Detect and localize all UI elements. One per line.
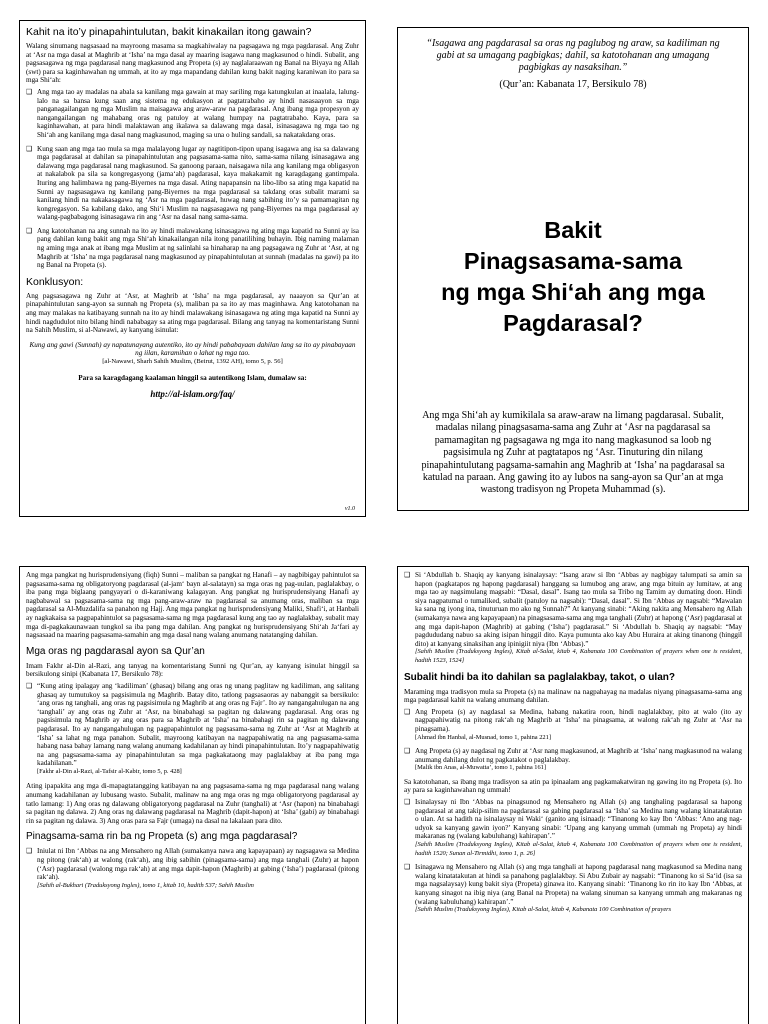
list-item-reference: [Sahih al-Bukhari (Traduksyong Ingles), tomo 1, kitab 10, hadith 537; Sahih Muslim <box>37 881 254 889</box>
list-item-text: Ang mga tao ay madalas na abala sa kanilang mga gawain at may sariling mga katungkulan at inaalala, lalung-lalo na sa bansa kung saan ang sistema ng edukasyon at pagtatrabaho ay hindi nasasaayon sa mga panganagailangan ng mga Muslim na maisagawa ang araw-araw na pagdarasal. Ang ibang mga propesyon ay nangangailangan ng mahabang oras ng patuloy at walang humpay na pagtatrabaho. Kaya, para sa kaginhawahan, at para hindi malaktawan ang ikalawa sa dalawang mga dasal, isinasagawa ng mga tao ng Shi‘ah ang kanilang mga dasal nang magkasunod, maging sa una o huling sandali, sa nakatakdang oras. <box>37 87 359 139</box>
quran-quote: “Isagawa ang pagdarasal sa oras ng paglubog ng araw, sa kadiliman ng gabi at sa umagang pagbigkas; dahil, sa katotohanan ang umagang pagbigkas ay nasaksihan.” <box>426 38 720 73</box>
cover-title <box>398 215 748 339</box>
list-item <box>404 747 742 773</box>
list-item-text: Kung saan ang mga tao mula sa mga malalayong lugar ay nagtitipon-tipon upang isagawa ang isa sa dalawang mga pagdarasal at dahilan sa pinapahintulutan ang pagsasama-sama nito, sama-sama nilang isinasagawa ang dalawang mga pagdarasal nang magkasunod. Sa ganoong paraan, naisagawa nila ang kanilang mga obligasyon at nakalabok pa sila sa kongregasyong (jama‘ah) pagdarasal, kaya makakamit ng karagdagang gantimpala. Ituring ang halimbawa ng pang-Biyernes na mga dasal. Ating napapansin na libo-libo sa ating mga kapatid na Sunni ay nagsasagawa ng kanilang pang-Biyernes na mga pagdarasal sa takdang oras subalit marami sa kanilang hindi na nakakasagawa ng ‘Asr na mga pagdarasal, huwag nang sabihing ito’y sa pamamagitan ng kongregasyon. Sa kabilang dako, ang Shi‘i Muslim na nagsasagawa ng pang-Biyernes na mga pagdarasal ay walang-pagbabagong isinasagawa rin ang ‘Asr na dasal nang sama-sama. <box>37 144 359 222</box>
section-heading: Subalit hindi ba ito dahilan sa paglalakbay, takot, o ulan? <box>404 671 675 683</box>
paragraph: Ating ipapakita ang mga di-mapagtatangging katibayan na ang pagsasama-sama ng mga pagdarasal nang walang anumang kadahilanan ay lubusang wasto. Subalit, malinaw na ang mga oras ng mga obligatoryong pagdarasal ay tatlo lamang: 1) Ang oras ng dalawang obligatoryong pagdarasal na Zuhr (tanghali) at ‘Asr (hapon) na binabahagi sa pagitan ng dalawa. 2) Ang oras ng dalawang pagdarasal na Maghrib (dapit-hapon) at ‘Isha’ (gabi) ay binabahagi rin sa pagitan ng dalawa. 3) Ang oras para sa Fajr (umaga) na dasal na lakalaan para dito. <box>26 782 359 825</box>
razi-reference: [Fakhr al-Din al-Razi, al-Tafsir al-Kabir, tomo 5, p. 428] <box>37 767 182 775</box>
section-heading: Kahit na ito’y pinapahintulutan, bakit kinakailan itong gawain? <box>26 26 312 38</box>
nawawi-reference: [al-Nawawi, Sharh Sahih Muslim, (Beirut, 1392 AH), tomo 5, p. 56] <box>102 358 283 365</box>
list-item <box>404 708 742 742</box>
checkbox-bullet-icon: ❑ <box>26 144 33 153</box>
list-item-reference: [Ahmad ibn Hanbal, al-Musnad, tomo 1, pahina 221] <box>415 733 551 741</box>
paragraph: Imam Fakhr al-Din al-Razi, ang tanyag na komentaristang Sunni ng Qur’an, ay kanyang isinulat hinggil sa bersikulong sinipi (Kabanata 17, Bersikulo 78): <box>26 661 359 679</box>
list-item <box>404 571 742 666</box>
list-item-text: Ang katotohanan na ang sunnah na ito ay hindi malawakang isinasagawa ng ating mga kapatid na Sunni ay isa pang dahilan kung bakit ang mga Shi‘ah kinakailangan nila itong panatilihing buhayin. Ibig naming malaman ng aming mga anak at ibang mga Muslim at ng salinlahi sa hinaharap na ang pagsagawa ng Zuhr at ‘Asr, at ng Maghrib at ‘Isha’ na mga pagdarasal nang magkasunod ay pinapahintulutan at sunnah (madalas na gawi) pa ito ng Banal na Propeta (s). <box>37 226 359 270</box>
list-item <box>26 847 359 890</box>
list-item-text <box>415 747 742 773</box>
list-item-text <box>37 847 359 890</box>
paragraph: Walang sinumang nagsasaad na mayroong masama sa magkahiwalay na pagsagawa ng mga pagdarasal. Ang Zuhr at ‘Asr na mga dasal at Maghrib at ‘Isha’ na mga dasal ay maaring isagawa nang magkasunod o hindi. Subalit, ang pagsasagawa ng mga pagdarasal nang magkasunod ang Propeta (s) ay naglalaraawan ng Banal na Biyaya ng Allah (swt) para sa kaginhawahan ng ummah, at ito ay mga mapandang dahilan kung bakit naging karaniwan ito para sa mga Shi‘ah: <box>26 42 359 85</box>
checkbox-bullet-icon: ❑ <box>26 226 33 235</box>
list-item <box>404 863 742 915</box>
list-item <box>26 88 359 140</box>
checkbox-bullet-icon: ❑ <box>26 681 33 690</box>
section-heading: Pinagsama-sama rin ba ng Propeta (s) ang mga pagdarasal? <box>26 831 298 843</box>
panel-why-necessary <box>19 20 366 517</box>
checkbox-bullet-icon: ❑ <box>404 571 411 579</box>
razi-quote: “Kung ating ipalagay ang ‘kadiliman’ (ghasaq) bilang ang oras ng unang paglitaw ng kadiliman, ang salitang ghasaq ay tumutukoy sa pagsisimula ng Maghrib. Batay dito, tatlong pagsasaoras ay nabanggit sa bersikulo: ‘ang oras ng tanghali, ang oras ng pagsisimula ng Maghrib at ang oras ng Fajr’. Ito ay nangangahulugan na ang ‘tanghali’ ay ang oras ng Zuhr at ‘Asr, na binabahagi sa pagitan ng dalawang pagdarasal. Ang oras ng pagsisimula ng Maghrib ay ang oras para sa Maghrib at ‘Isha’ na binabahagi rin sa pagitan ng dalawang pagdarasal. Ito ay nangangahulugan ng pagpapahintulot ng pagsasama-sama ng Zuhr at ‘Asr at Maghrib at ‘Isha’ sa lahat ng mga panahon. Subalit, mayroong katibayan na nagpapahiwatig na ang pagsasama-sama habang nasa bahay lamang nang walang anumang kadahilanan ay hindi pinapahintulutan. Ito’y nagpapahiwatig na ang pagsasama-sama ay pinapahintulutan sa mga pagkakataong may paglalakbay at iba pang mga kadahilanan.” <box>37 681 359 768</box>
checkbox-bullet-icon: ❑ <box>404 707 411 716</box>
checkbox-bullet-icon: ❑ <box>26 847 33 856</box>
list-item-body: Ang Propeta (s) ay nagdasal sa Medina, habang nakatira roon, hindi naglalakbay, pito at walo (ito ay nagpapahiwatig na pitong rak‘ah ng Maghrib at ‘Isha’ na pinagsama, at walong rak‘ah ng Zuhr at ‘Asr na pinagsama). <box>415 707 742 733</box>
list-item-text <box>415 798 742 858</box>
title-line: Bakit <box>544 217 602 243</box>
list-item-reference: [Sahih Muslim (Traduksyong Ingles), Kitab al-Salat, kitab 4, Kabanata 100 Combination of prayers when one is resident, hadith 1520; Sunan al-Tirmidhi, tomo 1, p. 26] <box>415 841 742 857</box>
list-item-reference: [Malik ibn Anas, al-Muwatta’, tomo 1, pahina 161] <box>415 764 546 772</box>
nawawi-quote: Kung ang gawi (Sunnah) ay napatunayang autentiko, ito ay hindi pababayaan dahilan lang sa ito ay pinabayaan ng iilan, karamihan o lahat ng mga tao. <box>29 340 356 358</box>
title-line: Pagdarasal? <box>503 310 643 336</box>
checkbox-bullet-icon: ❑ <box>404 863 411 872</box>
list-item-body: Isinagawa ng Mensahero ng Allah (s) ang mga tanghali at hapong pagdarasal nang magkasunod sa Medina nang walang kinatatakutan at hindi sa panahong paglalakbay. Si Abu Zubair ay nagsabi: “Tinanong ko si Sa‘id (isa sa mga nagsalaysay) kung bakit siya (Propeta) ginawa ito. Kanyang sinabi: ‘Tinanong ko rin ito kay Ibn ‘Abbas, at kanyang sinagot na ibig niya (ang Banal na Propeta) na walang sinuman sa kanyang ummah ang makaranas ng (walang kabuluhang) kahirapan’.” <box>415 863 742 906</box>
list-item-reference: [Sahih Muslim (Traduksyong Ingles), Kitab al-Salat, kitab 4, Kabanata 100 Combination of prayers when one is resident, hadith 1523, 1524] <box>415 648 742 664</box>
version-label: v1.0 <box>344 506 355 512</box>
checkbox-bullet-icon: ❑ <box>404 798 411 807</box>
list-item <box>404 798 742 858</box>
list-item <box>26 682 359 777</box>
paragraph: Ang mga pangkat ng hurisprudensiyang (fiqh) Sunni – maliban sa pangkat ng Hanafi – ay nagbibigay pahintulot sa pagsasama-sama ng obligatoryong pagdarasal (al-jam‘ bayn al-salatayn) sa mga oras ng pag-uulan, paglalakbay, o iba pang mga biglaang pangyayari o di-karaniwang kalagayan. Ang pangkat ng hurisprudensiyang Hanafi ay nagbabawal sa pagsasama-sama ng mga pang-araw-araw na pagdarasal sa anumang oras, maliban sa mga pagdarasal sa Al-Muzdalifa sa panahon ng Hajj. Ang mga pangkat ng hurisprudensiyang Maliki, Shafi‘i, at Hanbali ay nagkakaisa sa pagpapahintulot sa pagsasama-sama ng mga pagdarasal kung ang tao ay naglalakbay, subalit may mga di-pagkakaunawaan tungkol sa iba pang mga dahilan. Ang pangkat ng hurisprudensiyang Shi‘ah Ja‘fari ay nagsasaad na maaring pagsasama-samahin ang mga dasal nang walang anumang natatanging dahilan. <box>26 571 359 640</box>
list-item-body: Si ‘Abdullah b. Shaqiq ay kanyang isinalaysay: “Isang araw si Ibn ‘Abbas ay nagbigay talumpati sa amin sa hapon (pagkatapos ng hapong pagdarasal) hanggang sa lumubog ang araw, ang mga bituin ay lumitaw, at ang mga tao ay nagsimulang magsabi: “Dasal, dasal”. Isang tao mula sa Tribo ng Tamim ay dumating doon. Hindi siya nagpatumal o tumaliked, subalit (patuloy na nagsabi): “Dasal, dasal”. Si Ibn ‘Abbas ay nagsabi: “Mawalan ka sana ng iyong ina, tinuturuan mo ako ng Sunnah?” At kanyang sinabi: “Aking nakita ang Mensahero ng Allah (sumakanya nawa ang kapayapaan) na pinagsasama-sama ang mga tanghali (Zuhr) at hapong (‘Asr) pagdarasal at ang mga dapit-hapon (Maghrib) at gabing (‘Isha’) pagdarasal.” Si ‘Abdullah b. Shaqiq ay nagsabi: “May pagdududang nabuo sa aking isipan hinggil dito. Kaya pumunta ako kay Abu Huraira at aking tinanong (hinggil dito) at kanyang sinaksihan ang ipinigiit niya (Ibn ‘Abbas).” <box>415 571 742 648</box>
list-item <box>26 145 359 222</box>
list-item-text <box>415 708 742 742</box>
paragraph: Maraming mga tradisyon mula sa Propeta (s) na malinaw na nagpahayag na madalas niyang pinagsasama-sama ang mga pagdarasal kahit na walang anumang dahilan. <box>404 687 742 705</box>
checkbox-bullet-icon: ❑ <box>26 87 33 96</box>
list-item-body: Iniulat ni Ibn ‘Abbas na ang Mensahero ng Allah (sumakanya nawa ang kapayapaan) ay nagsagawa sa Medina ng pitong (rak‘ah) at walong (rak‘ah), ang ibig sabihin (pinagsama-sama) ang mga tanghali (Zuhr) at hapon (‘Asr) pagdarasal (walong mga rak‘ah) at ang mga dapit-hapon (Maghrib) at gabing (‘Isha’) pagdarasal (pitong rak‘ah). <box>37 847 359 882</box>
checkbox-bullet-icon: ❑ <box>404 747 411 756</box>
list-item-body: Ang Propeta (s) ay nagdasal ng Zuhr at ‘Asr nang magkasunod, at Maghrib at ‘Isha’ nang magkasunod na walang anumang dahilang dulot ng pagkatakot o paglalakbay. <box>415 747 742 764</box>
paragraph: Sa katotohanan, sa ibang mga tradisyon sa atin pa ipinaalam ang pagkamakatwiran ng gawing ito ng Propeta (s). Ito ay para sa kaginhawahan ng ummah! <box>404 777 742 795</box>
conclusion-paragraph: Ang pagsasagawa ng Zuhr at ‘Asr, at Maghrib at ‘Isha’ na mga pagdarasal, ay naaayon sa Qur’an at pinapahintulutan sang-ayon sa sunnah ng Propeta (s), maliban pa sa ito ay mas maginhawa. Ang katotohanan na ang may malakas na katibayang sunnah na ito ay hindi malawakang isinasagawa ng ating mga kapatid na Sunni ay hindi nagdudulot nito bilang hindi nababagay sa ating mga pagdarasal. Bilang ang tanyag na komentaristang Sunni na Sahih Muslim, si al-Nawawi, ay kanyang isinulat: <box>26 291 359 335</box>
title-line: ng mga Shi‘ah ang mga <box>441 279 705 305</box>
title-line: Pinagsasama-sama <box>463 248 683 274</box>
conclusion-heading: Konklusyon: <box>26 275 84 288</box>
panel-traditions <box>397 566 749 1024</box>
quran-reference: (Qur’an: Kabanata 17, Bersikulo 78) <box>499 79 647 90</box>
list-item-body: Isinalaysay ni Ibn ‘Abbas na pinagsunod ng Mensahero ng Allah (s) ang tanghaling pagdarasal sa hapong pagdarasal at ang takip-silim na pagdarasal sa gabing pagdarasal sa ‘Isha’ sa Medina nang walang kinatatakutan o ulan. At sa hadith na isinalaysay ni Waki‘ (ganito ang isinaad): “Tinanong ko kay Ibn ‘Abbas: ‘Ano ang nag-udyok sa kanyang gawin iyon?’ Kanyang sinabi: ‘Upang ang kanyang ummah (ummah ng Propeta) ay hindi makaranas ng (walang kabuluhang) kahirapan’.” <box>415 798 742 841</box>
more-info-text: Para sa karagdagang kaalaman hinggil sa autentikong Islam, dumalaw sa: <box>78 374 307 382</box>
list-item-text <box>415 863 742 915</box>
panel-quran-times <box>19 566 366 1024</box>
list-item-reference: [Sahih Muslim (Traduksyong Ingles), Kitab al-Salat, kitab 4, Kabanata 100 Combination of prayers <box>415 906 672 914</box>
cover-intro: Ang mga Shi‘ah ay kumikilala sa araw-araw na limang pagdarasal. Subalit, madalas nilang pinagsasama-sama ang Zuhr at ‘Asr na pagdarasal sa pamamagitan ng pagsagawa ng mga ito nang magkasunod sa loob ng pagsisimula ng Zuhr at pagtatapos ng ‘Asr. Tinuturing din nilang pinapahintulutang pagsama-samahin ang Maghrib at ‘Isha’ na pagdarasal sa katulad na paraan. Ang gawing ito ay lubos na sang-ayon sa Qur’an at mga wastong tradisyon ng Propeta Muhammad (s). <box>421 410 725 496</box>
section-heading: Mga oras ng pagdarasal ayon sa Qur’an <box>26 645 205 657</box>
panel-cover <box>397 27 749 511</box>
list-item <box>26 227 359 270</box>
list-item-text <box>37 682 359 777</box>
faq-link[interactable]: http://al-islam.org/faq/ <box>150 388 235 399</box>
list-item-text <box>415 571 742 666</box>
